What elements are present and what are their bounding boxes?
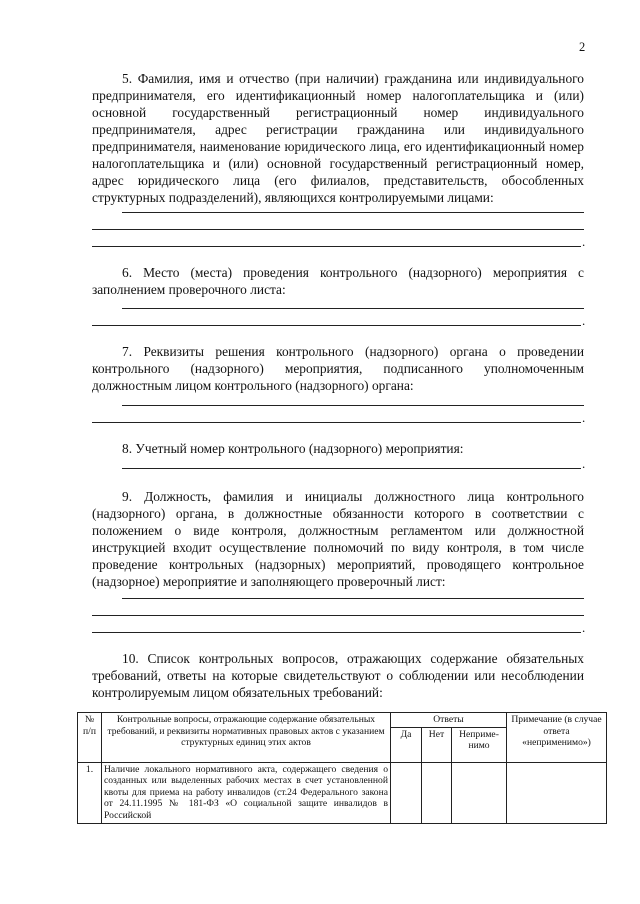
line-end-period: .	[582, 234, 586, 249]
line-end-period: .	[582, 410, 586, 425]
col-questions-header: Контрольные вопросы, отражающие содержание обязательных требований, и реквизиты нормативных правовых актов с указанием структурных единиц этих актов	[102, 713, 391, 763]
fill-line[interactable]	[92, 632, 581, 633]
section-7	[92, 343, 584, 394]
row-number: 1.	[78, 762, 102, 823]
section-8	[92, 440, 584, 457]
fill-line[interactable]	[92, 422, 581, 423]
fill-line[interactable]	[92, 229, 584, 230]
col-note-header: Примечание (в случае ответа «неприменимо»)	[507, 713, 607, 763]
answer-yes-cell[interactable]	[391, 762, 422, 823]
col-na-header: Неприме-нимо	[452, 727, 507, 762]
line-end-period: .	[582, 456, 586, 471]
page-number: 2	[579, 40, 586, 54]
col-yes-header: Да	[391, 727, 422, 762]
section-7-text: 7. Реквизиты решения контрольного (надзорного) органа о проведении контрольного (надзорного) мероприятия, подписанного уполномоченным должностным лицом контрольного (надзорного) органа:	[92, 344, 584, 393]
section-6	[92, 264, 584, 298]
line-end-period: .	[582, 313, 586, 328]
col-number-header: № п/п	[78, 713, 102, 763]
answer-na-cell[interactable]	[452, 762, 507, 823]
note-cell[interactable]	[507, 762, 607, 823]
fill-line[interactable]	[122, 308, 584, 309]
fill-line[interactable]	[92, 615, 584, 616]
row-question: Наличие локального нормативного акта, содержащего сведения о созданных или выделенных рабочих местах в счет установленной квоты для приема на работу инвалидов (ст.24 Федерального закона от 24.11.1995 № 181-ФЗ «О социальной защите инвалидов в Российской	[102, 762, 391, 823]
section-9-text: 9. Должность, фамилия и инициалы должностного лица контрольного (надзорного) органа, в должностные обязанности которого в соответствии с положением о виде контроля, должностным регламентом или должностной инструкцией входит осуществление полномочий по виду контроля, в том числе проведение контрольных (надзорных) мероприятий, проводящего контрольное (надзорное) мероприятие и заполняющего проверочный лист:	[92, 489, 584, 589]
section-10	[92, 650, 584, 701]
fill-line[interactable]	[92, 246, 581, 247]
checklist-table	[77, 712, 607, 824]
line-end-period: .	[582, 620, 586, 635]
table-row	[78, 762, 607, 823]
answer-no-cell[interactable]	[422, 762, 452, 823]
fill-line[interactable]	[92, 325, 581, 326]
section-8-text: 8. Учетный номер контрольного (надзорного) мероприятия:	[122, 441, 464, 456]
section-5	[92, 70, 584, 206]
section-6-text: 6. Место (места) проведения контрольного (надзорного) мероприятия с заполнением проверочного листа:	[92, 265, 584, 297]
col-answers-header: Ответы	[391, 713, 507, 728]
fill-line[interactable]	[122, 212, 584, 213]
table-header-row	[78, 713, 607, 728]
fill-line[interactable]	[122, 598, 584, 599]
section-10-text: 10. Список контрольных вопросов, отражающих содержание обязательных требований, ответы на которые свидетельствуют о соблюдении или несоблюдении контролируемым лицом обязательных требований:	[92, 651, 584, 700]
section-9	[92, 488, 584, 590]
fill-line[interactable]	[122, 468, 581, 469]
fill-line[interactable]	[122, 405, 584, 406]
section-5-text: 5. Фамилия, имя и отчество (при наличии) гражданина или индивидуального предпринимателя, его идентификационный номер налогоплательщика и (или) основной государственный регистрационный номер индивидуального предпринимателя, адрес регистрации гражданина или индивидуального предпринимателя, наименование юридического лица, его идентификационный номер налогоплательщика и (или) основной государственный регистрационный номер, адрес юридического лица (его филиалов, представительств, обособленных структурных подразделений), являющихся контролируемыми лицами:	[92, 71, 584, 205]
col-no-header: Нет	[422, 727, 452, 762]
